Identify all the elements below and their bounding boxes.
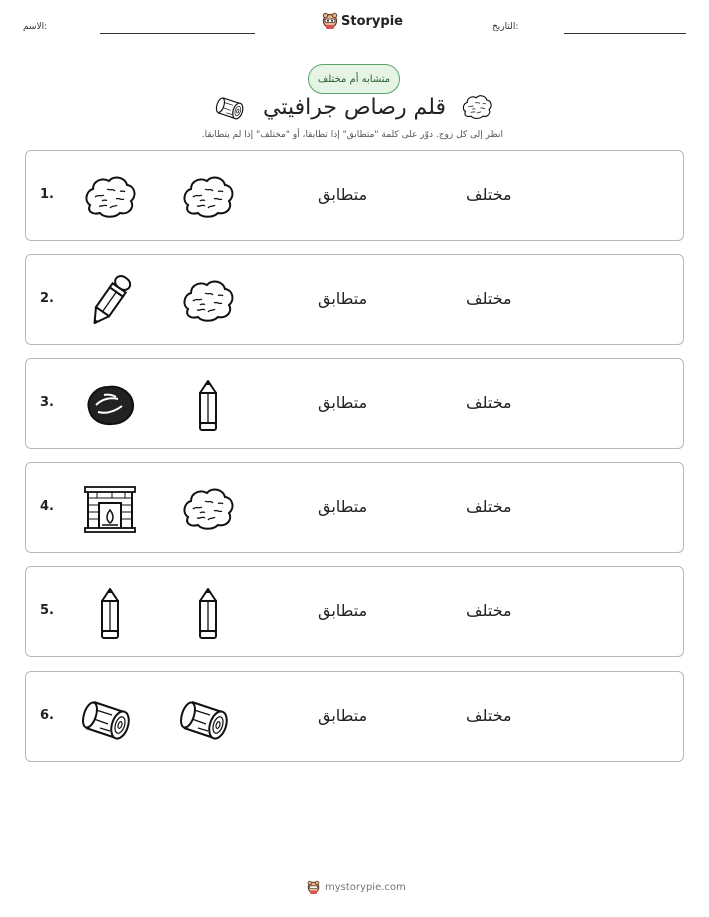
different-option[interactable]: مختلف [466,289,512,308]
eraser-pencil-icon [82,275,138,327]
same-option[interactable]: متطابق [318,601,368,620]
different-option[interactable]: مختلف [466,706,512,725]
brand-logo [322,12,403,30]
question-row [25,671,684,762]
log-icon [82,692,138,744]
pencil-icon [180,587,236,639]
same-option[interactable]: متطابق [318,289,368,308]
instructions: انظر إلى كل زوج. دوّر على كلمة "متطابق" إذا تطابقا، أو "مختلف" إذا لم يتطابقا. [201,130,503,140]
name-field[interactable] [100,33,255,34]
question-row [25,358,684,449]
question-number: 4. [40,499,54,514]
different-option[interactable]: مختلف [466,393,512,412]
same-option[interactable]: متطابق [318,393,368,412]
storypie-mascot-icon [307,880,320,895]
pencil-icon [82,587,138,639]
title-row [0,92,709,122]
question-number: 6. [40,708,54,723]
date-field[interactable] [564,33,686,34]
question-number: 2. [40,291,54,306]
question-row [25,566,684,657]
question-row [25,150,684,241]
fireplace-icon [82,483,138,535]
same-option[interactable]: متطابق [318,185,368,204]
storypie-mascot-icon [322,12,338,30]
name-label: الاسم: [23,22,48,32]
coal-icon [82,379,138,431]
graphite-icon [180,275,236,327]
log-icon [215,92,249,122]
graphite-icon [180,483,236,535]
pencil-icon [180,379,236,431]
question-number: 1. [40,187,54,202]
same-option[interactable]: متطابق [318,706,368,725]
brand-name: Storypie [341,13,403,29]
graphite-icon [180,171,236,223]
footer-site[interactable]: mystorypie.com [325,882,406,893]
question-number: 5. [40,603,54,618]
date-label: التاريخ: [492,22,519,32]
footer [307,880,406,895]
different-option[interactable]: مختلف [466,497,512,516]
same-option[interactable]: متطابق [318,497,368,516]
graphite-icon [460,92,494,122]
different-option[interactable]: مختلف [466,601,512,620]
different-option[interactable]: مختلف [466,185,512,204]
log-icon [180,692,236,744]
page-title: قلم رصاص جرافيتي [262,94,446,120]
question-number: 3. [40,395,54,410]
question-row [25,254,684,345]
graphite-icon [82,171,138,223]
topic-tag: متشابه أم مختلف [308,64,400,94]
question-row [25,462,684,553]
